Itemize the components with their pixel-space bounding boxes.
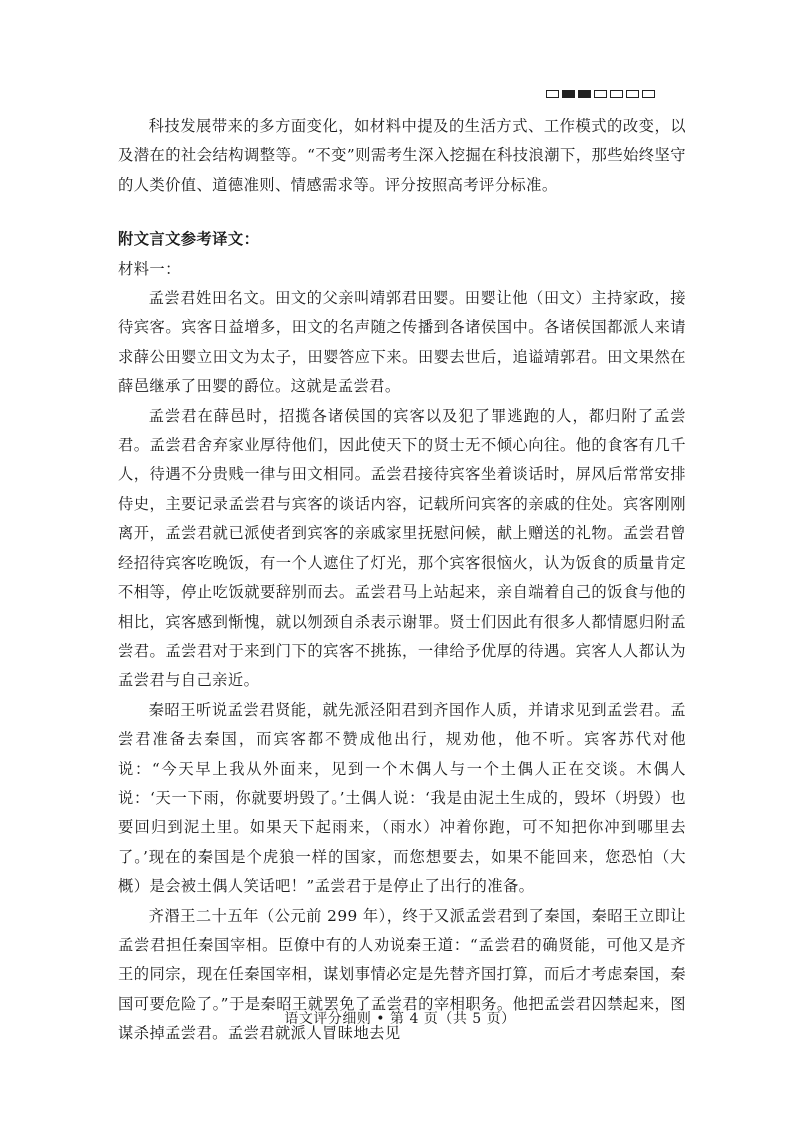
translation-heading: 附文言文参考译文： <box>118 230 260 249</box>
page-marker-box <box>610 90 623 98</box>
page-footer: 语文评分细则 • 第 4 页（共 5 页） <box>284 1011 516 1027</box>
translation-paragraph-1: 孟尝君姓田名文。田文的父亲叫靖郭君田婴。田婴让他（田文）主持家政，接待宾客。宾客日益增多，田文的名声随之传播到各诸侯国中。各诸侯国都派人来请求薛公田婴立田文为太子，田婴答应下来。田婴去世后，追谥靖郭君。田文果然在薛邑继承了田婴的爵位。这就是孟尝君。 <box>118 289 686 396</box>
page-marker-box <box>546 90 559 98</box>
page-marker-box <box>594 90 607 98</box>
page-marker-box-current <box>578 90 591 98</box>
translation-paragraph-2: 孟尝君在薛邑时，招揽各诸侯国的宾客以及犯了罪逃跑的人，都归附了孟尝君。孟尝君舍弃家业厚待他们，因此使天下的贤士无不倾心向往。他的食客有几千人，待遇不分贵贱一律与田文相同。孟尝君接待宾客坐着谈话时，屏风后常常安排侍史，主要记录孟尝君与宾客的谈话内容，记载所问宾客的亲戚的住处。宾客刚刚离开，孟尝君就已派使者到宾客的亲戚家里抚慰问候，献上赠送的礼物。孟尝君曾经招待宾客吃晚饭，有一个人遮住了灯光，那个宾客很恼火，认为饭食的质量肯定不相等，停止吃饭就要辞别而去。孟尝君马上站起来，亲自端着自己的饭食与他的相比，宾客感到惭愧，就以刎颈自杀表示谢罪。贤士们因此有很多人都情愿归附孟尝君。孟尝君对于来到门下的宾客不挑拣，一律给予优厚的待遇。宾客人人都认为孟尝君与自己亲近。 <box>118 406 686 690</box>
page-marker-box <box>626 90 639 98</box>
scoring-note-paragraph: 科技发展带来的多方面变化，如材料中提及的生活方式、工作模式的改变，以及潜在的社会结构调整等。“不变”则需考生深入挖掘在科技浪潮下，那些始终坚守的人类价值、道德准则、情感需求等。评分按照高考评分标准。 <box>118 117 686 194</box>
material-label: 材料一： <box>118 259 181 278</box>
page-indicator <box>546 90 655 98</box>
main-content <box>118 112 686 1049</box>
translation-paragraph-3: 秦昭王听说孟尝君贤能，就先派泾阳君到齐国作人质，并请求见到孟尝君。孟尝君准备去秦国，而宾客都不赞成他出行，规劝他，他不听。宾客苏代对他说：“今天早上我从外面来，见到一个木偶人与一个土偶人正在交谈。木偶人说：‘天一下雨，你就要坍毁了。’土偶人说：‘我是由泥土生成的，毁坏（坍毁）也要回归到泥土里。如果天下起雨来，（雨水）冲着你跑，可不知把你冲到哪里去了。’现在的秦国是个虎狼一样的国家，而您想要去，如果不能回来，您恐怕（大概）是会被土偶人笑话吧！”孟尝君于是停止了出行的准备。 <box>118 700 686 896</box>
translation-paragraph-4: 齐湣王二十五年（公元前 299 年），终于又派孟尝君到了秦国，秦昭王立即让孟尝君担任秦国宰相。臣僚中有的人劝说秦王道：“孟尝君的确贤能，可他又是齐王的同宗，现在任秦国宰相，谋划事情必定是先替齐国打算，而后才考虑秦国，秦国可要危险了。”于是秦昭王就罢免了孟尝君的宰相职务。他把孟尝君囚禁起来，图谋杀掉孟尝君。孟尝君就派人冒昧地去见 <box>118 906 686 1043</box>
page-marker-box <box>642 90 655 98</box>
page-marker-box-current <box>562 90 575 98</box>
